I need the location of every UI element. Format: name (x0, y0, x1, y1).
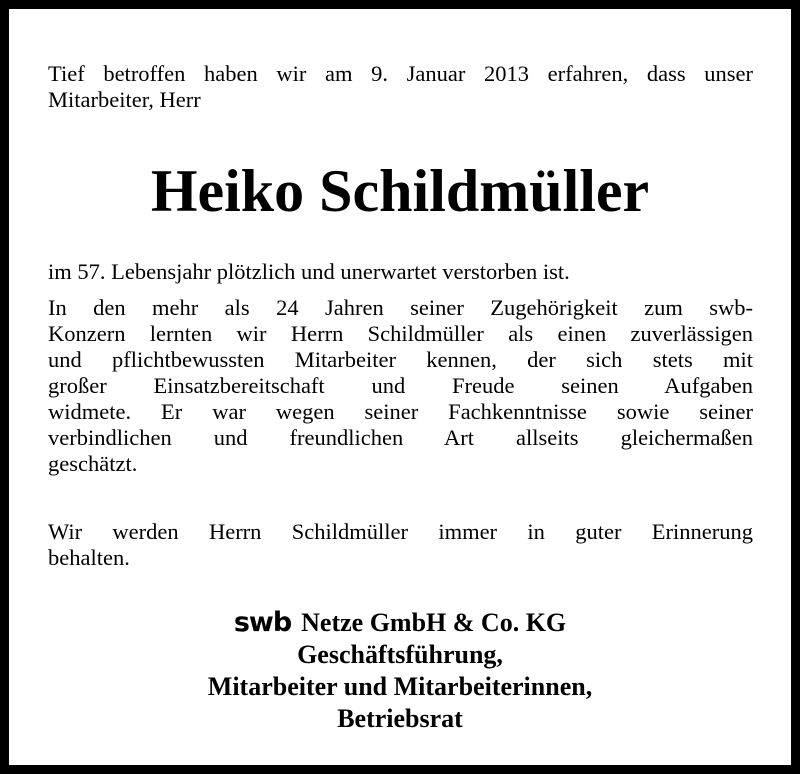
signature-line: Geschäftsführung, (297, 640, 503, 669)
text-line: Wir werden Herrn Schildmüller immer in guter Erinnerung (48, 519, 753, 544)
signature-company-line (9, 607, 791, 639)
intro-paragraph (48, 61, 753, 113)
text-line: großer Einsatzbereitschaft und Freude seinen Aufgaben (48, 373, 753, 398)
text-line: behalten. (48, 545, 130, 570)
age-paragraph (48, 259, 753, 285)
deceased-name: Heiko Schildmüller (150, 158, 650, 224)
swb-logo: swb (233, 607, 292, 638)
signature-line: Betriebsrat (337, 704, 463, 733)
company-name: Netze GmbH & Co. KG (301, 608, 567, 637)
signature-line: Mitarbeiter und Mitarbeiterinnen, (207, 672, 593, 701)
text-line: In den mehr als 24 Jahren seiner Zugehörigkeit zum swb- (48, 295, 753, 320)
signature-block (9, 607, 791, 735)
text-line: verbindlichen und freundlichen Art allseits gleichermaßen (48, 425, 753, 450)
text-line: und pflichtbewussten Mitarbeiter kennen, der sich stets mit (48, 347, 753, 372)
text-line: widmete. Er war wegen seiner Fachkenntnisse sowie seiner (48, 399, 753, 424)
text-line: Konzern lernten wir Herrn Schildmüller als einen zuverlässigen (48, 321, 753, 346)
text-line: Tief betroffen haben wir am 9. Januar 2013 erfahren, dass unser (48, 61, 753, 86)
text-line: geschätzt. (48, 451, 138, 476)
closing-paragraph (48, 519, 753, 571)
text-line: Mitarbeiter, Herr (48, 87, 201, 112)
tribute-paragraph (48, 295, 753, 477)
text-line: im 57. Lebensjahr plötzlich und unerwartet verstorben ist. (48, 259, 570, 284)
